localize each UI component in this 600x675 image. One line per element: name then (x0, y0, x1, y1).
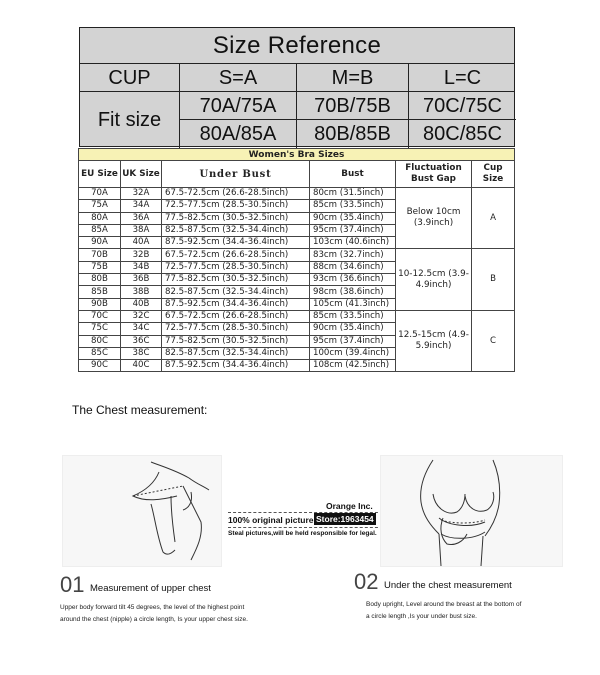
cup-size-cell: A (472, 188, 515, 249)
step-desc-line: around the chest (nipple) a circle length, Is your upper chest size. (60, 616, 248, 623)
fit-size-label: Fit size (80, 92, 180, 148)
step-label: Measurement of upper chest (90, 583, 211, 594)
eu-size-cell: 85B (79, 286, 121, 298)
fluctuation-cell: 10-12.5cm (3.9-4.9inch) (396, 249, 472, 310)
stamp-warning: Steal pictures,will be held responsible for legal. (228, 530, 377, 537)
fit-size-b-bottom: 80B/85B (314, 123, 391, 145)
uk-size-cell: 38B (121, 286, 162, 298)
header-fluctuation: Fluctuation Bust Gap (396, 161, 472, 188)
bust-cell: 105cm (41.3inch) (310, 298, 396, 310)
bust-cell: 90cm (35.4inch) (310, 212, 396, 224)
eu-size-cell: 80A (79, 212, 121, 224)
stamp-line-bottom (228, 527, 383, 528)
bra-table-caption: Women's Bra Sizes (79, 149, 515, 161)
eu-size-cell: 85A (79, 224, 121, 236)
step-number: 02 (354, 569, 379, 594)
under-bust-cell: 87.5-92.5cm (34.4-36.4inch) (162, 360, 310, 372)
fit-size-a-top: 70A/75A (180, 92, 296, 120)
watermark-stamp (226, 501, 386, 545)
bust-cell: 93cm (36.6inch) (310, 274, 396, 286)
bra-table-body (79, 188, 515, 372)
uk-size-cell: 32C (121, 310, 162, 322)
header-eu-size: EU Size (79, 161, 121, 188)
fit-size-c-top: 70C/75C (409, 92, 516, 120)
step-desc-line: Upper body forward tilt 45 degrees, the level of the highest point (60, 604, 245, 611)
table-row (79, 310, 515, 322)
fit-size-c-bottom: 80C/85C (423, 123, 502, 145)
table-row (79, 188, 515, 200)
step-desc-line: Body upright, Level around the breast at the bottom of (366, 601, 522, 608)
size-reference-table (79, 27, 515, 147)
under-bust-cell: 82.5-87.5cm (32.5-34.4inch) (162, 286, 310, 298)
step-description (60, 602, 248, 626)
eu-size-cell: 85C (79, 347, 121, 359)
eu-size-cell: 80B (79, 274, 121, 286)
under-bust-cell: 77.5-82.5cm (30.5-32.5inch) (162, 274, 310, 286)
under-bust-cell: 87.5-92.5cm (34.4-36.4inch) (162, 237, 310, 249)
fit-size-b (297, 92, 409, 148)
uk-size-cell: 38A (121, 224, 162, 236)
bust-cell: 88cm (34.6inch) (310, 261, 396, 273)
uk-size-cell: 36A (121, 212, 162, 224)
bra-sizes-table (78, 148, 515, 372)
stamp-company: Orange Inc. (326, 501, 373, 511)
eu-size-cell: 75B (79, 261, 121, 273)
under-bust-cell: 87.5-92.5cm (34.4-36.4inch) (162, 298, 310, 310)
bust-cell: 85cm (33.5inch) (310, 310, 396, 322)
under-bust-cell: 72.5-77.5cm (28.5-30.5inch) (162, 323, 310, 335)
eu-size-cell: 90C (79, 360, 121, 372)
under-chest-illustration (380, 455, 563, 567)
fit-size-b-top: 70B/75B (297, 92, 408, 120)
eu-size-cell: 70A (79, 188, 121, 200)
bust-cell: 95cm (37.4inch) (310, 335, 396, 347)
step-desc-line: a circle length ,Is your under bust size. (366, 613, 477, 620)
eu-size-cell: 75A (79, 200, 121, 212)
uk-size-cell: 38C (121, 347, 162, 359)
upper-chest-illustration (62, 455, 222, 567)
bust-cell: 95cm (37.4inch) (310, 224, 396, 236)
bust-cell: 100cm (39.4inch) (310, 347, 396, 359)
cup-size-cell: C (472, 310, 515, 371)
under-chest-figure-icon (381, 456, 564, 568)
cup-header-a: S=A (180, 64, 297, 91)
fluctuation-cell: Below 10cm (3.9inch) (396, 188, 472, 249)
eu-size-cell: 70B (79, 249, 121, 261)
under-bust-cell: 67.5-72.5cm (26.6-28.5inch) (162, 188, 310, 200)
bust-cell: 103cm (40.6inch) (310, 237, 396, 249)
uk-size-cell: 40A (121, 237, 162, 249)
bust-cell: 98cm (38.6inch) (310, 286, 396, 298)
uk-size-cell: 40C (121, 360, 162, 372)
uk-size-cell: 34B (121, 261, 162, 273)
cup-size-cell: B (472, 249, 515, 310)
eu-size-cell: 75C (79, 323, 121, 335)
under-bust-cell: 77.5-82.5cm (30.5-32.5inch) (162, 212, 310, 224)
eu-size-cell: 80C (79, 335, 121, 347)
fit-size-a (180, 92, 297, 148)
uk-size-cell: 32B (121, 249, 162, 261)
under-bust-cell: 72.5-77.5cm (28.5-30.5inch) (162, 261, 310, 273)
bust-cell: 90cm (35.4inch) (310, 323, 396, 335)
eu-size-cell: 70C (79, 310, 121, 322)
uk-size-cell: 34A (121, 200, 162, 212)
bust-cell: 83cm (32.7inch) (310, 249, 396, 261)
bust-cell: 108cm (42.5inch) (310, 360, 396, 372)
table-row (79, 249, 515, 261)
header-uk-size: UK Size (121, 161, 162, 188)
under-bust-cell: 77.5-82.5cm (30.5-32.5inch) (162, 335, 310, 347)
eu-size-cell: 90A (79, 237, 121, 249)
cup-header-b: M=B (297, 64, 409, 91)
cup-header-c: L=C (443, 67, 482, 89)
under-bust-cell: 82.5-87.5cm (32.5-34.4inch) (162, 224, 310, 236)
cup-label: CUP (80, 64, 180, 91)
uk-size-cell: 36C (121, 335, 162, 347)
fit-size-c (409, 92, 516, 148)
step-label: Under the chest measurement (384, 580, 512, 591)
under-bust-cell: 67.5-72.5cm (26.6-28.5inch) (162, 249, 310, 261)
stamp-store: Store:1963454 (316, 514, 374, 524)
bust-cell: 85cm (33.5inch) (310, 200, 396, 212)
cup-header-row (80, 64, 514, 92)
header-bust: Bust (310, 161, 396, 188)
eu-size-cell: 90B (79, 298, 121, 310)
fluctuation-cell: 12.5-15cm (4.9-5.9inch) (396, 310, 472, 371)
under-bust-cell: 72.5-77.5cm (28.5-30.5inch) (162, 200, 310, 212)
under-bust-cell: 82.5-87.5cm (32.5-34.4inch) (162, 347, 310, 359)
uk-size-cell: 32A (121, 188, 162, 200)
bust-cell: 80cm (31.5inch) (310, 188, 396, 200)
header-under-bust: Under Bust (162, 161, 310, 188)
fit-size-a-bottom: 80A/85A (199, 123, 277, 145)
step-description (366, 599, 521, 623)
fit-size-row (80, 92, 514, 148)
stamp-original: 100% original picture (228, 515, 314, 525)
chest-section-title: The Chest measurement: (72, 403, 208, 417)
uk-size-cell: 36B (121, 274, 162, 286)
step-number: 01 (60, 572, 85, 597)
under-bust-cell: 67.5-72.5cm (26.6-28.5inch) (162, 310, 310, 322)
upper-chest-figure-icon (63, 456, 223, 568)
size-reference-title: Size Reference (80, 28, 514, 64)
header-cup-size: Cup Size (472, 161, 515, 188)
uk-size-cell: 40B (121, 298, 162, 310)
uk-size-cell: 34C (121, 323, 162, 335)
